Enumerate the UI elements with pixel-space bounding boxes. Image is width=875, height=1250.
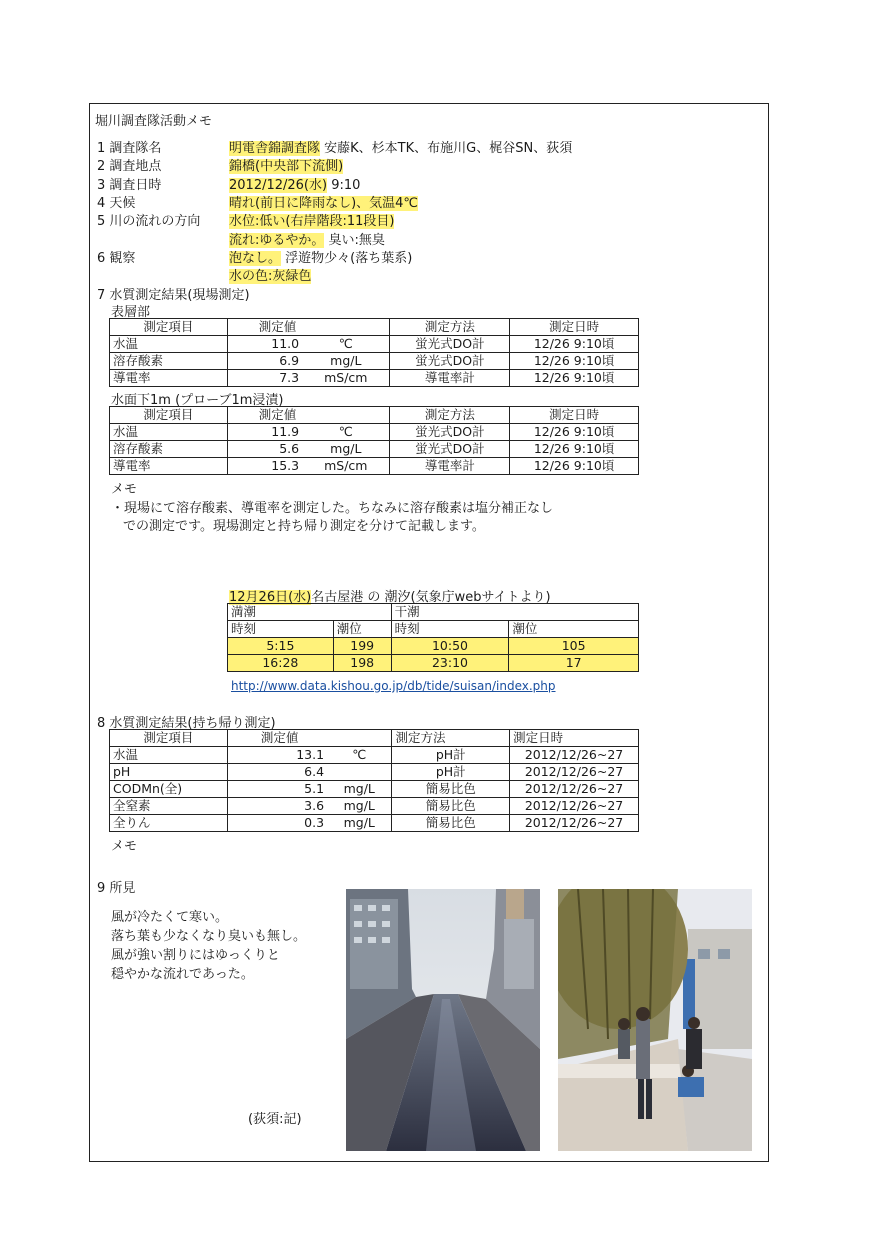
header-text: 測定値 bbox=[260, 730, 299, 745]
table-header bbox=[228, 621, 639, 638]
time: 9:10 bbox=[327, 178, 361, 193]
table-row bbox=[110, 370, 639, 387]
header-cell: 測定項目 bbox=[110, 730, 228, 747]
info-value-1 bbox=[229, 137, 572, 156]
method-cell: 簡易比色 bbox=[392, 781, 510, 798]
low-level: 105 bbox=[509, 638, 639, 655]
value-cell: 6.9 bbox=[227, 353, 302, 370]
item-cell: 全りん bbox=[110, 815, 228, 832]
high-level: 198 bbox=[333, 655, 391, 672]
table-row bbox=[228, 655, 639, 672]
info-value-6b bbox=[229, 265, 311, 284]
tide-date: 12月26日(水) bbox=[229, 590, 312, 605]
deep-label: 水面下1m (プローブ1m浸漬) bbox=[111, 393, 284, 408]
method-cell: 蛍光式DO計 bbox=[390, 424, 510, 441]
low-tide-label: 干潮 bbox=[391, 604, 638, 621]
time-cell: 2012/12/26~27 bbox=[510, 764, 639, 781]
table-header bbox=[110, 407, 639, 424]
water-color: 水の色:灰緑色 bbox=[229, 269, 312, 284]
unit-cell: ℃ bbox=[327, 747, 392, 764]
table-header bbox=[228, 604, 639, 621]
info-value-5 bbox=[229, 210, 394, 229]
item-cell: 導電率 bbox=[110, 370, 228, 387]
info-label-5: 5 川の流れの方向 bbox=[97, 214, 201, 229]
finding-line: 風が強い割りにはゆっくりと bbox=[111, 948, 280, 963]
item-cell: CODMn(全) bbox=[110, 781, 228, 798]
method-cell: 蛍光式DO計 bbox=[390, 336, 510, 353]
unit-cell: mg/L bbox=[327, 815, 392, 832]
method-cell: 簡易比色 bbox=[392, 798, 510, 815]
header-cell: 測定日時 bbox=[510, 319, 639, 336]
memo-line-2: での測定です。現場測定と持ち帰り測定を分けて記載します。 bbox=[123, 519, 485, 534]
deep-table bbox=[109, 406, 639, 475]
high-tide-label: 満潮 bbox=[228, 604, 392, 621]
value-cell: 6.4 bbox=[227, 764, 327, 781]
value-cell: 15.3 bbox=[227, 458, 302, 475]
info-value-3 bbox=[229, 174, 360, 193]
river-photo-image bbox=[346, 889, 540, 1151]
item-cell: 水温 bbox=[110, 336, 228, 353]
item-cell: 全窒素 bbox=[110, 798, 228, 815]
unit-cell bbox=[327, 764, 392, 781]
table-row bbox=[110, 353, 639, 370]
time-cell: 2012/12/26~27 bbox=[510, 798, 639, 815]
item-cell: pH bbox=[110, 764, 228, 781]
unit-cell: mg/L bbox=[302, 353, 390, 370]
tide-source: 名古屋港 の 潮汐(気象庁webサイトより) bbox=[311, 590, 551, 605]
table-row bbox=[110, 424, 639, 441]
findings bbox=[111, 908, 306, 984]
value-cell: 3.6 bbox=[227, 798, 327, 815]
page-title: 堀川調査隊活動メモ bbox=[95, 114, 213, 129]
item-cell: 溶存酸素 bbox=[110, 441, 228, 458]
item-cell: 溶存酸素 bbox=[110, 353, 228, 370]
header-cell bbox=[227, 730, 392, 747]
method-cell: 蛍光式DO計 bbox=[390, 353, 510, 370]
section7-title: 7 水質測定結果(現場測定) bbox=[97, 288, 250, 303]
header-cell: 測定方法 bbox=[392, 730, 510, 747]
col-level: 潮位 bbox=[509, 621, 639, 638]
team-members: 安藤K、杉本TK、布施川G、梶谷SN、荻須 bbox=[320, 141, 573, 156]
header-text: 測定値 bbox=[258, 319, 297, 334]
time-cell: 2012/12/26~27 bbox=[510, 781, 639, 798]
info-value-6 bbox=[229, 247, 412, 266]
site: 錦橋(中央部下流側) bbox=[229, 159, 344, 174]
table-row bbox=[110, 747, 639, 764]
section8-title: 8 水質測定結果(持ち帰り測定) bbox=[97, 716, 276, 731]
header-cell: 測定方法 bbox=[390, 407, 510, 424]
header-cell: 測定方法 bbox=[390, 319, 510, 336]
time-cell: 12/26 9:10頃 bbox=[510, 424, 639, 441]
value-cell: 5.1 bbox=[227, 781, 327, 798]
header-text: 測定値 bbox=[258, 407, 297, 422]
unit-cell: mS/cm bbox=[302, 370, 390, 387]
table-row bbox=[110, 764, 639, 781]
method-cell: pH計 bbox=[392, 764, 510, 781]
unit-cell: mg/L bbox=[327, 781, 392, 798]
signature: (荻須:記) bbox=[248, 1112, 302, 1127]
odor: 臭い:無臭 bbox=[324, 233, 385, 248]
table-row bbox=[110, 798, 639, 815]
river-photo bbox=[346, 889, 540, 1151]
header-cell bbox=[227, 407, 390, 424]
team-name: 明電舎錦調査隊 bbox=[229, 141, 321, 156]
value-cell: 7.3 bbox=[227, 370, 302, 387]
flow: 流れ:ゆるやか。 bbox=[229, 233, 325, 248]
table-row bbox=[110, 815, 639, 832]
finding-line: 穏やかな流れであった。 bbox=[111, 967, 254, 982]
table-header bbox=[110, 730, 639, 747]
info-label-4: 4 天候 bbox=[97, 196, 136, 211]
takehome-table bbox=[109, 729, 639, 832]
method-cell: 導電率計 bbox=[390, 458, 510, 475]
table-header bbox=[110, 319, 639, 336]
time-cell: 12/26 9:10頃 bbox=[510, 441, 639, 458]
value-cell: 0.3 bbox=[227, 815, 327, 832]
survey-photo-image bbox=[558, 889, 752, 1151]
table-row bbox=[110, 336, 639, 353]
unit-cell: ℃ bbox=[302, 424, 390, 441]
unit-cell: ℃ bbox=[302, 336, 390, 353]
table-row bbox=[110, 441, 639, 458]
value-cell: 11.9 bbox=[227, 424, 302, 441]
low-time: 10:50 bbox=[391, 638, 509, 655]
value-cell: 5.6 bbox=[227, 441, 302, 458]
col-level: 潮位 bbox=[333, 621, 391, 638]
method-cell: 導電率計 bbox=[390, 370, 510, 387]
finding-line: 落ち葉も少なくなり臭いも無し。 bbox=[111, 929, 307, 944]
weather: 晴れ(前日に降雨なし)、気温4℃ bbox=[229, 196, 419, 211]
finding-line: 風が冷たくて寒い。 bbox=[111, 910, 229, 925]
time-cell: 12/26 9:10頃 bbox=[510, 458, 639, 475]
unit-cell: mS/cm bbox=[302, 458, 390, 475]
time-cell: 2012/12/26~27 bbox=[510, 747, 639, 764]
foam: 泡なし。 bbox=[229, 251, 282, 266]
time-cell: 12/26 9:10頃 bbox=[510, 336, 639, 353]
item-cell: 導電率 bbox=[110, 458, 228, 475]
table-row bbox=[110, 781, 639, 798]
method-cell: 蛍光式DO計 bbox=[390, 441, 510, 458]
tide-source-link[interactable]: http://www.data.kishou.go.jp/db/tide/suisan/index.php bbox=[231, 679, 556, 693]
date: 2012/12/26(水) bbox=[229, 178, 328, 193]
table-row bbox=[228, 638, 639, 655]
info-value-4 bbox=[229, 192, 418, 211]
info-value-5b bbox=[229, 229, 385, 248]
time-cell: 2012/12/26~27 bbox=[510, 815, 639, 832]
tide-table bbox=[227, 603, 639, 672]
time-cell: 12/26 9:10頃 bbox=[510, 370, 639, 387]
survey-photo bbox=[558, 889, 752, 1151]
water-level: 水位:低い(右岸階段:11段目) bbox=[229, 214, 395, 229]
low-time: 23:10 bbox=[391, 655, 509, 672]
method-cell: 簡易比色 bbox=[392, 815, 510, 832]
surface-table bbox=[109, 318, 639, 387]
header-cell: 測定項目 bbox=[110, 407, 228, 424]
section8-memo-label: メモ bbox=[111, 839, 138, 854]
surface-label: 表層部 bbox=[111, 305, 151, 320]
table-row bbox=[110, 458, 639, 475]
info-label-6: 6 観察 bbox=[97, 251, 136, 266]
info-value-2 bbox=[229, 155, 343, 174]
header-cell: 測定日時 bbox=[510, 730, 639, 747]
memo-line-1: ・現場にて溶存酸素、導電率を測定した。ちなみに溶存酸素は塩分補正なし bbox=[111, 501, 554, 516]
info-label-2: 2 調査地点 bbox=[97, 159, 162, 174]
high-time: 16:28 bbox=[228, 655, 334, 672]
section9-title: 9 所見 bbox=[97, 881, 136, 896]
value-cell: 13.1 bbox=[227, 747, 327, 764]
item-cell: 水温 bbox=[110, 424, 228, 441]
memo-label: メモ bbox=[111, 482, 138, 497]
high-level: 199 bbox=[333, 638, 391, 655]
unit-cell: mg/L bbox=[327, 798, 392, 815]
item-cell: 水温 bbox=[110, 747, 228, 764]
info-label-1: 1 調査隊名 bbox=[97, 141, 162, 156]
low-level: 17 bbox=[509, 655, 639, 672]
col-time: 時刻 bbox=[391, 621, 509, 638]
high-time: 5:15 bbox=[228, 638, 334, 655]
header-cell: 測定項目 bbox=[110, 319, 228, 336]
floating: 浮遊物少々(落ち葉系) bbox=[281, 251, 413, 266]
unit-cell: mg/L bbox=[302, 441, 390, 458]
header-cell: 測定日時 bbox=[510, 407, 639, 424]
col-time: 時刻 bbox=[228, 621, 334, 638]
method-cell: pH計 bbox=[392, 747, 510, 764]
info-label-3: 3 調査日時 bbox=[97, 178, 162, 193]
value-cell: 11.0 bbox=[227, 336, 302, 353]
time-cell: 12/26 9:10頃 bbox=[510, 353, 639, 370]
header-cell bbox=[227, 319, 390, 336]
